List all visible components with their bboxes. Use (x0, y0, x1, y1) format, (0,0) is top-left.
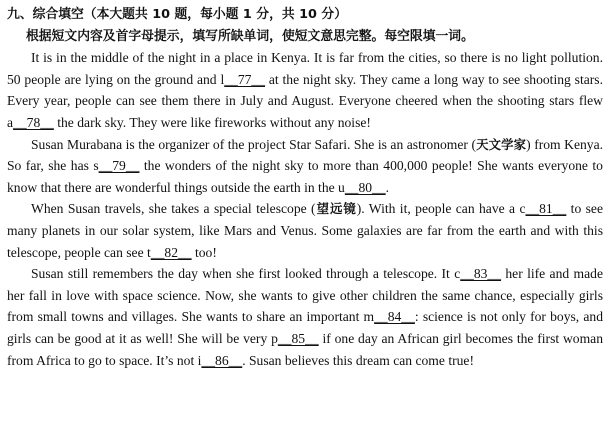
passage-text: if one day an African girl becomes the first woman from Africa to go to space. It’s not i (7, 330, 603, 368)
passage-text: Susan Murabana is the organizer of the project Star Safari. She is an astronomer ( (31, 136, 476, 152)
answer-blank[interactable]: __85__ (277, 330, 319, 346)
passage-text: It is in the middle of the night in a place in Kenya. It is far from the cities, so there is no light pollution. 50 people are lying on the ground and l (7, 50, 603, 87)
answer-blank[interactable]: __81__ (525, 201, 567, 217)
passage-text: Susan still remembers the day when she first looked through a telescope. It c (31, 266, 461, 282)
answer-blank[interactable]: __86__ (201, 352, 243, 368)
answer-blank[interactable]: __84__ (374, 309, 415, 325)
passage-text: . Susan believes this dream can come true! (242, 352, 474, 368)
answer-blank[interactable]: __82__ (150, 244, 192, 260)
passage-text: the dark sky. They were like fireworks without any noise! (53, 114, 371, 130)
document (7, 4, 603, 371)
chinese-gloss: 望远镜 (315, 201, 357, 217)
answer-blank[interactable]: __78__ (13, 114, 54, 130)
passage-paragraph (7, 198, 603, 263)
answer-blank[interactable]: __77__ (224, 71, 265, 87)
answer-blank[interactable]: __83__ (460, 266, 502, 282)
passage-paragraph (7, 47, 603, 133)
passage-text: to see many planets in our solar system, like Mars and Venus. Some galaxies are far from the earth and with this telescope, people can see t (7, 201, 603, 260)
passage-text: ). With it, people can have a c (356, 201, 526, 217)
passage-paragraph (7, 263, 603, 371)
chinese-gloss: 天文学家 (475, 136, 527, 152)
passage (7, 47, 603, 371)
answer-blank[interactable]: __80__ (344, 179, 386, 195)
passage-text: the wonders of the night sky to more than 400,000 people! She wants everyone to know that there are wonderful things outside the earth in the u (7, 158, 603, 195)
passage-text: at the night sky. They came a long way to see shooting stars. Every year, people can see them there in July and August. Everyone cheered when the shooting stars flew a (7, 71, 603, 130)
passage-text: ) from Kenya. So far, she has s (7, 136, 604, 174)
answer-blank[interactable]: __79__ (98, 158, 140, 174)
passage-text: too! (191, 244, 217, 260)
passage-text: . (385, 179, 390, 195)
passage-paragraph (7, 134, 603, 199)
passage-text: When Susan travels, she takes a special telescope ( (31, 201, 316, 217)
instructions: 根据短文内容及首字母提示，填写所缺单词，使短文意思完整。每空限填一词。 (26, 28, 474, 44)
passage-text: her life and made her fall in love with space science. Now, she wants to give other children the same chance, especially girls from small towns and villages. She wants to share an important m (7, 266, 603, 325)
section-heading: 九、综合填空（本大题共 10 题，每小题 1 分，共 10 分） (7, 7, 347, 22)
passage-text: : science is not only for boys, and girls can be good at it as well! She will be very p (7, 309, 603, 346)
